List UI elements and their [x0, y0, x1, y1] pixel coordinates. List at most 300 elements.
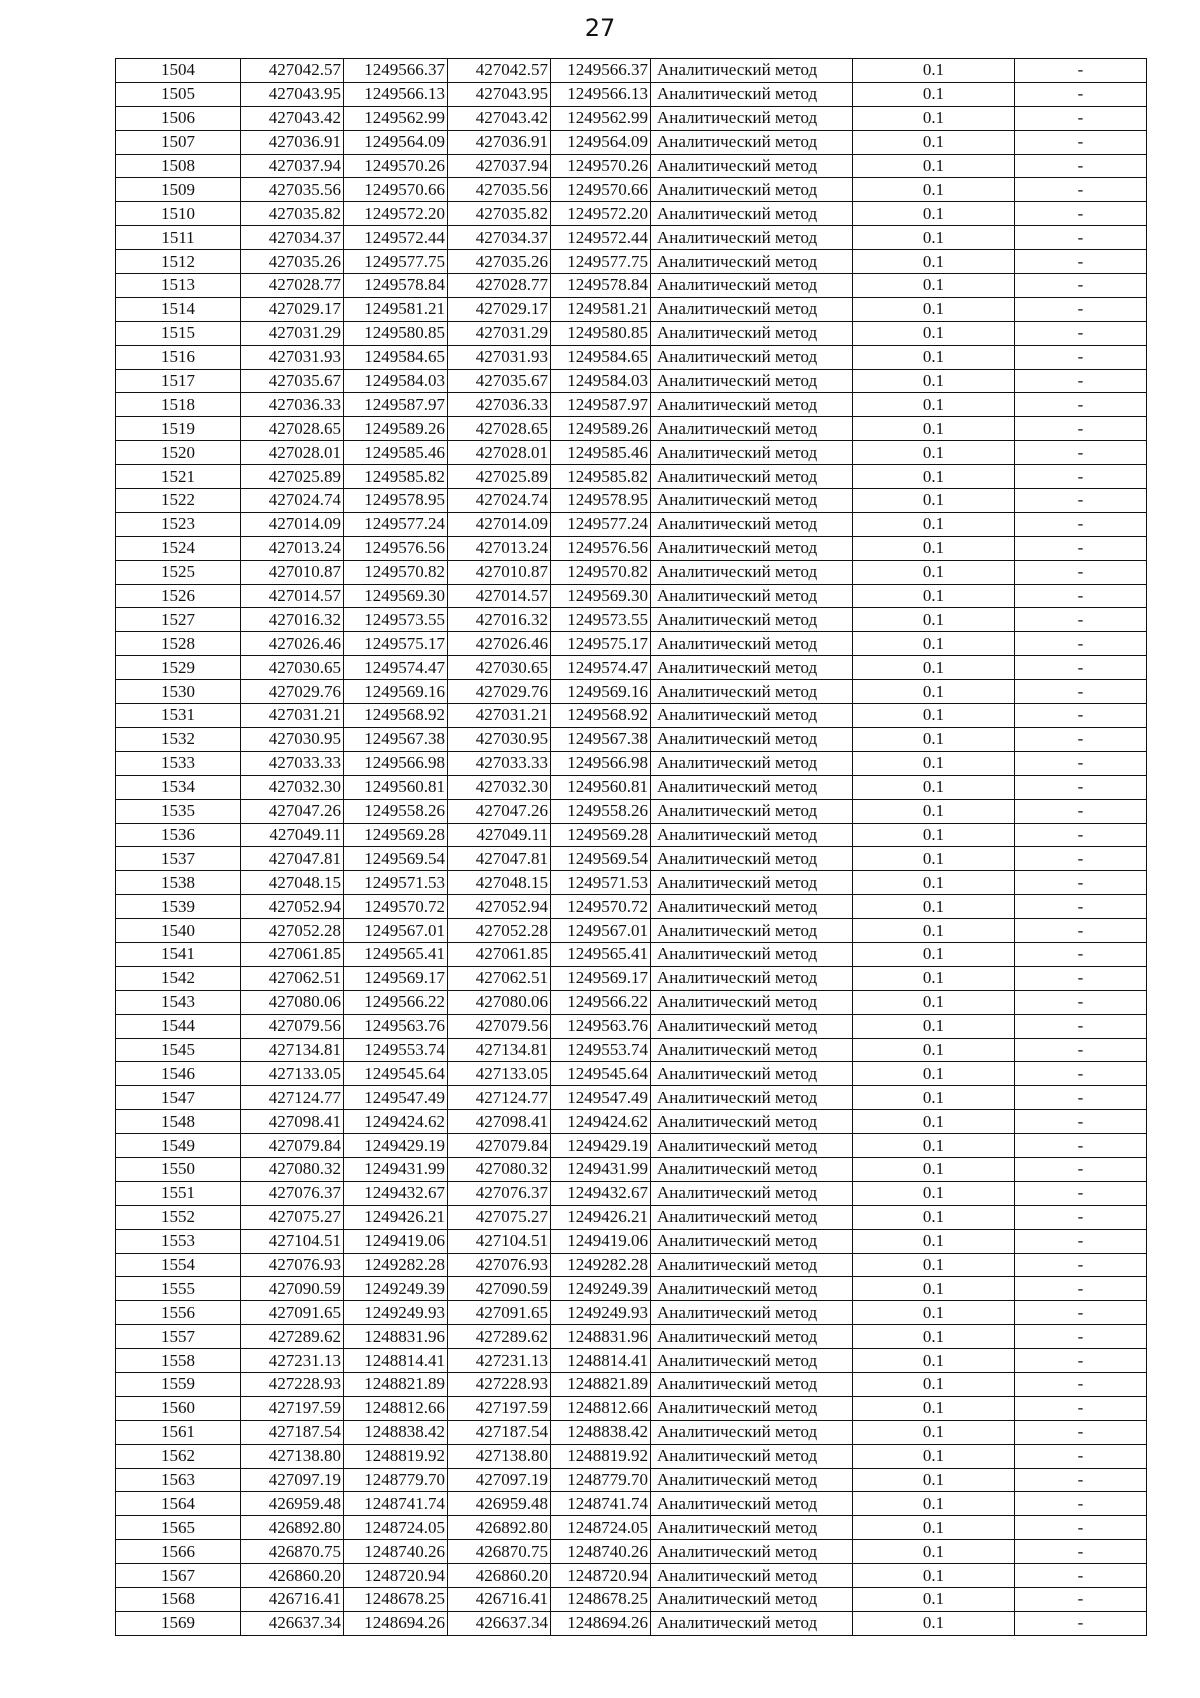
point-number-cell: 1549	[116, 1134, 241, 1158]
x-coordinate-cell: 427025.89	[241, 465, 344, 489]
y-coordinate-2-cell: 1249577.24	[551, 512, 651, 536]
x-coordinate-cell: 427061.85	[241, 942, 344, 966]
method-cell: Аналитический метод	[651, 250, 853, 274]
y-coordinate-cell: 1249249.39	[344, 1277, 448, 1301]
point-number-cell: 1505	[116, 82, 241, 106]
method-cell: Аналитический метод	[651, 1157, 853, 1181]
point-number-cell: 1545	[116, 1038, 241, 1062]
note-cell: -	[1015, 106, 1147, 130]
x-coordinate-cell: 427029.76	[241, 680, 344, 704]
accuracy-cell: 0.1	[853, 178, 1015, 202]
accuracy-cell: 0.1	[853, 512, 1015, 536]
table-row	[116, 130, 1147, 154]
note-cell: -	[1015, 59, 1147, 83]
note-cell: -	[1015, 154, 1147, 178]
table-row	[116, 966, 1147, 990]
table-row	[116, 799, 1147, 823]
x-coordinate-cell: 427036.33	[241, 393, 344, 417]
table-row	[116, 751, 1147, 775]
table-row	[116, 1014, 1147, 1038]
x-coordinate-cell: 426892.80	[241, 1516, 344, 1540]
y-coordinate-cell: 1249424.62	[344, 1110, 448, 1134]
x-coordinate-cell: 426870.75	[241, 1540, 344, 1564]
note-cell: -	[1015, 1540, 1147, 1564]
accuracy-cell: 0.1	[853, 369, 1015, 393]
accuracy-cell: 0.1	[853, 1420, 1015, 1444]
accuracy-cell: 0.1	[853, 154, 1015, 178]
y-coordinate-2-cell: 1249572.20	[551, 202, 651, 226]
point-number-cell: 1534	[116, 775, 241, 799]
point-number-cell: 1542	[116, 966, 241, 990]
note-cell: -	[1015, 847, 1147, 871]
y-coordinate-cell: 1249578.84	[344, 274, 448, 298]
x-coordinate-cell: 427030.65	[241, 656, 344, 680]
x-coordinate-2-cell: 426860.20	[448, 1564, 551, 1588]
y-coordinate-cell: 1249565.41	[344, 942, 448, 966]
note-cell: -	[1015, 1611, 1147, 1635]
x-coordinate-cell: 427036.91	[241, 130, 344, 154]
accuracy-cell: 0.1	[853, 1110, 1015, 1134]
method-cell: Аналитический метод	[651, 1205, 853, 1229]
table-row	[116, 536, 1147, 560]
y-coordinate-cell: 1249577.24	[344, 512, 448, 536]
x-coordinate-2-cell: 427036.33	[448, 393, 551, 417]
note-cell: -	[1015, 1277, 1147, 1301]
x-coordinate-2-cell: 427104.51	[448, 1229, 551, 1253]
accuracy-cell: 0.1	[853, 393, 1015, 417]
x-coordinate-2-cell: 427228.93	[448, 1372, 551, 1396]
y-coordinate-2-cell: 1249567.01	[551, 919, 651, 943]
x-coordinate-2-cell: 427098.41	[448, 1110, 551, 1134]
note-cell: -	[1015, 1157, 1147, 1181]
x-coordinate-cell: 427091.65	[241, 1301, 344, 1325]
note-cell: -	[1015, 966, 1147, 990]
accuracy-cell: 0.1	[853, 1086, 1015, 1110]
table-row	[116, 1253, 1147, 1277]
note-cell: -	[1015, 919, 1147, 943]
x-coordinate-cell: 426637.34	[241, 1611, 344, 1635]
point-number-cell: 1553	[116, 1229, 241, 1253]
point-number-cell: 1518	[116, 393, 241, 417]
y-coordinate-cell: 1249426.21	[344, 1205, 448, 1229]
note-cell: -	[1015, 417, 1147, 441]
table-row	[116, 1468, 1147, 1492]
table-row	[116, 1349, 1147, 1373]
x-coordinate-cell: 427016.32	[241, 608, 344, 632]
table-row	[116, 775, 1147, 799]
accuracy-cell: 0.1	[853, 1134, 1015, 1158]
y-coordinate-2-cell: 1249432.67	[551, 1181, 651, 1205]
note-cell: -	[1015, 775, 1147, 799]
point-number-cell: 1564	[116, 1492, 241, 1516]
method-cell: Аналитический метод	[651, 489, 853, 513]
point-number-cell: 1529	[116, 656, 241, 680]
table-row	[116, 465, 1147, 489]
x-coordinate-2-cell: 427076.37	[448, 1181, 551, 1205]
x-coordinate-2-cell: 427035.26	[448, 250, 551, 274]
table-row	[116, 154, 1147, 178]
accuracy-cell: 0.1	[853, 990, 1015, 1014]
method-cell: Аналитический метод	[651, 799, 853, 823]
table-row	[116, 393, 1147, 417]
method-cell: Аналитический метод	[651, 1516, 853, 1540]
method-cell: Аналитический метод	[651, 584, 853, 608]
x-coordinate-cell: 427098.41	[241, 1110, 344, 1134]
accuracy-cell: 0.1	[853, 106, 1015, 130]
point-number-cell: 1504	[116, 59, 241, 83]
point-number-cell: 1546	[116, 1062, 241, 1086]
point-number-cell: 1558	[116, 1349, 241, 1373]
y-coordinate-cell: 1249584.65	[344, 345, 448, 369]
table-row	[116, 680, 1147, 704]
method-cell: Аналитический метод	[651, 1540, 853, 1564]
point-number-cell: 1532	[116, 727, 241, 751]
point-number-cell: 1507	[116, 130, 241, 154]
point-number-cell: 1556	[116, 1301, 241, 1325]
table-row	[116, 250, 1147, 274]
x-coordinate-2-cell: 427075.27	[448, 1205, 551, 1229]
y-coordinate-2-cell: 1249563.76	[551, 1014, 651, 1038]
point-number-cell: 1524	[116, 536, 241, 560]
accuracy-cell: 0.1	[853, 584, 1015, 608]
x-coordinate-cell: 427031.93	[241, 345, 344, 369]
x-coordinate-cell: 427047.81	[241, 847, 344, 871]
y-coordinate-cell: 1249576.56	[344, 536, 448, 560]
accuracy-cell: 0.1	[853, 297, 1015, 321]
point-number-cell: 1506	[116, 106, 241, 130]
x-coordinate-cell: 427124.77	[241, 1086, 344, 1110]
accuracy-cell: 0.1	[853, 823, 1015, 847]
y-coordinate-2-cell: 1249564.09	[551, 130, 651, 154]
point-number-cell: 1526	[116, 584, 241, 608]
table-row	[116, 1086, 1147, 1110]
method-cell: Аналитический метод	[651, 1014, 853, 1038]
accuracy-cell: 0.1	[853, 130, 1015, 154]
y-coordinate-cell: 1249580.85	[344, 321, 448, 345]
note-cell: -	[1015, 1205, 1147, 1229]
table-row	[116, 1325, 1147, 1349]
table-row	[116, 297, 1147, 321]
method-cell: Аналитический метод	[651, 202, 853, 226]
note-cell: -	[1015, 345, 1147, 369]
accuracy-cell: 0.1	[853, 82, 1015, 106]
y-coordinate-cell: 1249577.75	[344, 250, 448, 274]
y-coordinate-cell: 1248812.66	[344, 1396, 448, 1420]
accuracy-cell: 0.1	[853, 226, 1015, 250]
table-row	[116, 990, 1147, 1014]
y-coordinate-cell: 1249570.66	[344, 178, 448, 202]
method-cell: Аналитический метод	[651, 393, 853, 417]
table-row	[116, 919, 1147, 943]
method-cell: Аналитический метод	[651, 82, 853, 106]
point-number-cell: 1538	[116, 871, 241, 895]
x-coordinate-2-cell: 427042.57	[448, 59, 551, 83]
table-row	[116, 1564, 1147, 1588]
x-coordinate-2-cell: 427052.94	[448, 895, 551, 919]
accuracy-cell: 0.1	[853, 1062, 1015, 1086]
point-number-cell: 1508	[116, 154, 241, 178]
x-coordinate-cell: 427047.26	[241, 799, 344, 823]
point-number-cell: 1537	[116, 847, 241, 871]
x-coordinate-2-cell: 427047.81	[448, 847, 551, 871]
x-coordinate-2-cell: 427043.95	[448, 82, 551, 106]
y-coordinate-2-cell: 1249581.21	[551, 297, 651, 321]
y-coordinate-cell: 1248838.42	[344, 1420, 448, 1444]
y-coordinate-2-cell: 1249565.41	[551, 942, 651, 966]
table-row	[116, 369, 1147, 393]
y-coordinate-cell: 1248814.41	[344, 1349, 448, 1373]
table-row	[116, 1181, 1147, 1205]
point-number-cell: 1562	[116, 1444, 241, 1468]
point-number-cell: 1509	[116, 178, 241, 202]
y-coordinate-2-cell: 1249577.75	[551, 250, 651, 274]
method-cell: Аналитический метод	[651, 1349, 853, 1373]
y-coordinate-2-cell: 1249569.16	[551, 680, 651, 704]
y-coordinate-2-cell: 1249574.47	[551, 656, 651, 680]
method-cell: Аналитический метод	[651, 1444, 853, 1468]
table-row	[116, 1372, 1147, 1396]
x-coordinate-2-cell: 426637.34	[448, 1611, 551, 1635]
method-cell: Аналитический метод	[651, 680, 853, 704]
x-coordinate-2-cell: 427024.74	[448, 489, 551, 513]
table-row	[116, 895, 1147, 919]
accuracy-cell: 0.1	[853, 942, 1015, 966]
y-coordinate-cell: 1249566.22	[344, 990, 448, 1014]
y-coordinate-2-cell: 1249580.85	[551, 321, 651, 345]
method-cell: Аналитический метод	[651, 560, 853, 584]
point-number-cell: 1523	[116, 512, 241, 536]
table-row	[116, 1492, 1147, 1516]
table-row	[116, 1062, 1147, 1086]
x-coordinate-cell: 427014.57	[241, 584, 344, 608]
x-coordinate-cell: 427075.27	[241, 1205, 344, 1229]
y-coordinate-2-cell: 1249569.17	[551, 966, 651, 990]
note-cell: -	[1015, 1325, 1147, 1349]
y-coordinate-cell: 1249574.47	[344, 656, 448, 680]
y-coordinate-2-cell: 1249424.62	[551, 1110, 651, 1134]
point-number-cell: 1555	[116, 1277, 241, 1301]
accuracy-cell: 0.1	[853, 751, 1015, 775]
x-coordinate-cell: 427043.42	[241, 106, 344, 130]
note-cell: -	[1015, 799, 1147, 823]
x-coordinate-cell: 427076.37	[241, 1181, 344, 1205]
accuracy-cell: 0.1	[853, 1157, 1015, 1181]
x-coordinate-cell: 427028.01	[241, 441, 344, 465]
y-coordinate-cell: 1249587.97	[344, 393, 448, 417]
y-coordinate-cell: 1249419.06	[344, 1229, 448, 1253]
accuracy-cell: 0.1	[853, 656, 1015, 680]
accuracy-cell: 0.1	[853, 1253, 1015, 1277]
y-coordinate-cell: 1248779.70	[344, 1468, 448, 1492]
method-cell: Аналитический метод	[651, 1038, 853, 1062]
x-coordinate-cell: 427289.62	[241, 1325, 344, 1349]
note-cell: -	[1015, 895, 1147, 919]
accuracy-cell: 0.1	[853, 727, 1015, 751]
x-coordinate-2-cell: 427034.37	[448, 226, 551, 250]
point-number-cell: 1541	[116, 942, 241, 966]
y-coordinate-2-cell: 1249560.81	[551, 775, 651, 799]
y-coordinate-2-cell: 1249553.74	[551, 1038, 651, 1062]
y-coordinate-2-cell: 1249589.26	[551, 417, 651, 441]
accuracy-cell: 0.1	[853, 1611, 1015, 1635]
x-coordinate-2-cell: 427133.05	[448, 1062, 551, 1086]
note-cell: -	[1015, 512, 1147, 536]
note-cell: -	[1015, 393, 1147, 417]
x-coordinate-2-cell: 426716.41	[448, 1588, 551, 1612]
table-row	[116, 656, 1147, 680]
method-cell: Аналитический метод	[651, 727, 853, 751]
x-coordinate-cell: 427048.15	[241, 871, 344, 895]
y-coordinate-2-cell: 1249578.84	[551, 274, 651, 298]
point-number-cell: 1517	[116, 369, 241, 393]
y-coordinate-cell: 1249581.21	[344, 297, 448, 321]
note-cell: -	[1015, 1396, 1147, 1420]
x-coordinate-cell: 427032.30	[241, 775, 344, 799]
x-coordinate-2-cell: 427134.81	[448, 1038, 551, 1062]
note-cell: -	[1015, 321, 1147, 345]
accuracy-cell: 0.1	[853, 1181, 1015, 1205]
y-coordinate-2-cell: 1248831.96	[551, 1325, 651, 1349]
accuracy-cell: 0.1	[853, 1349, 1015, 1373]
table-row	[116, 1038, 1147, 1062]
x-coordinate-cell: 427231.13	[241, 1349, 344, 1373]
note-cell: -	[1015, 1444, 1147, 1468]
y-coordinate-2-cell: 1249573.55	[551, 608, 651, 632]
method-cell: Аналитический метод	[651, 512, 853, 536]
x-coordinate-cell: 427028.65	[241, 417, 344, 441]
accuracy-cell: 0.1	[853, 1205, 1015, 1229]
x-coordinate-cell: 427052.94	[241, 895, 344, 919]
accuracy-cell: 0.1	[853, 1444, 1015, 1468]
point-number-cell: 1569	[116, 1611, 241, 1635]
y-coordinate-cell: 1248741.74	[344, 1492, 448, 1516]
x-coordinate-2-cell: 427014.09	[448, 512, 551, 536]
accuracy-cell: 0.1	[853, 966, 1015, 990]
table-row	[116, 512, 1147, 536]
table-row	[116, 871, 1147, 895]
y-coordinate-cell: 1249570.82	[344, 560, 448, 584]
accuracy-cell: 0.1	[853, 1516, 1015, 1540]
point-number-cell: 1511	[116, 226, 241, 250]
accuracy-cell: 0.1	[853, 1468, 1015, 1492]
point-number-cell: 1563	[116, 1468, 241, 1492]
y-coordinate-cell: 1249569.30	[344, 584, 448, 608]
x-coordinate-2-cell: 427124.77	[448, 1086, 551, 1110]
table-row	[116, 1134, 1147, 1158]
point-number-cell: 1515	[116, 321, 241, 345]
note-cell: -	[1015, 1253, 1147, 1277]
y-coordinate-cell: 1249572.20	[344, 202, 448, 226]
accuracy-cell: 0.1	[853, 1492, 1015, 1516]
y-coordinate-2-cell: 1249545.64	[551, 1062, 651, 1086]
method-cell: Аналитический метод	[651, 1492, 853, 1516]
x-coordinate-cell: 427133.05	[241, 1062, 344, 1086]
table-row	[116, 274, 1147, 298]
y-coordinate-cell: 1249585.46	[344, 441, 448, 465]
y-coordinate-2-cell: 1249570.26	[551, 154, 651, 178]
y-coordinate-cell: 1249562.99	[344, 106, 448, 130]
accuracy-cell: 0.1	[853, 1277, 1015, 1301]
y-coordinate-2-cell: 1248819.92	[551, 1444, 651, 1468]
y-coordinate-2-cell: 1249585.46	[551, 441, 651, 465]
x-coordinate-2-cell: 427014.57	[448, 584, 551, 608]
y-coordinate-2-cell: 1249249.39	[551, 1277, 651, 1301]
method-cell: Аналитический метод	[651, 1396, 853, 1420]
point-number-cell: 1531	[116, 704, 241, 728]
table-row	[116, 560, 1147, 584]
method-cell: Аналитический метод	[651, 226, 853, 250]
y-coordinate-cell: 1249563.76	[344, 1014, 448, 1038]
method-cell: Аналитический метод	[651, 871, 853, 895]
table-row	[116, 1110, 1147, 1134]
note-cell: -	[1015, 1062, 1147, 1086]
method-cell: Аналитический метод	[651, 919, 853, 943]
note-cell: -	[1015, 1134, 1147, 1158]
x-coordinate-cell: 427029.17	[241, 297, 344, 321]
x-coordinate-cell: 427079.84	[241, 1134, 344, 1158]
y-coordinate-cell: 1249589.26	[344, 417, 448, 441]
y-coordinate-cell: 1249429.19	[344, 1134, 448, 1158]
method-cell: Аналитический метод	[651, 990, 853, 1014]
x-coordinate-cell: 426959.48	[241, 1492, 344, 1516]
x-coordinate-2-cell: 427052.28	[448, 919, 551, 943]
point-number-cell: 1535	[116, 799, 241, 823]
table-row	[116, 82, 1147, 106]
x-coordinate-cell: 427042.57	[241, 59, 344, 83]
y-coordinate-cell: 1249573.55	[344, 608, 448, 632]
method-cell: Аналитический метод	[651, 1277, 853, 1301]
method-cell: Аналитический метод	[651, 704, 853, 728]
y-coordinate-2-cell: 1248741.74	[551, 1492, 651, 1516]
x-coordinate-2-cell: 427031.93	[448, 345, 551, 369]
x-coordinate-2-cell: 427231.13	[448, 1349, 551, 1373]
method-cell: Аналитический метод	[651, 297, 853, 321]
x-coordinate-2-cell: 427097.19	[448, 1468, 551, 1492]
y-coordinate-2-cell: 1249576.56	[551, 536, 651, 560]
accuracy-cell: 0.1	[853, 250, 1015, 274]
y-coordinate-2-cell: 1248694.26	[551, 1611, 651, 1635]
point-number-cell: 1530	[116, 680, 241, 704]
y-coordinate-cell: 1249585.82	[344, 465, 448, 489]
x-coordinate-cell: 427134.81	[241, 1038, 344, 1062]
y-coordinate-cell: 1248821.89	[344, 1372, 448, 1396]
note-cell: -	[1015, 274, 1147, 298]
x-coordinate-2-cell: 427197.59	[448, 1396, 551, 1420]
y-coordinate-2-cell: 1249249.93	[551, 1301, 651, 1325]
y-coordinate-cell: 1249567.01	[344, 919, 448, 943]
note-cell: -	[1015, 584, 1147, 608]
note-cell: -	[1015, 369, 1147, 393]
x-coordinate-2-cell: 427080.06	[448, 990, 551, 1014]
x-coordinate-cell: 427026.46	[241, 632, 344, 656]
method-cell: Аналитический метод	[651, 1229, 853, 1253]
y-coordinate-2-cell: 1249558.26	[551, 799, 651, 823]
y-coordinate-2-cell: 1249566.98	[551, 751, 651, 775]
point-number-cell: 1521	[116, 465, 241, 489]
y-coordinate-2-cell: 1249419.06	[551, 1229, 651, 1253]
y-coordinate-2-cell: 1249431.99	[551, 1157, 651, 1181]
note-cell: -	[1015, 751, 1147, 775]
y-coordinate-2-cell: 1248838.42	[551, 1420, 651, 1444]
table-row	[116, 489, 1147, 513]
point-number-cell: 1536	[116, 823, 241, 847]
y-coordinate-cell: 1249571.53	[344, 871, 448, 895]
method-cell: Аналитический метод	[651, 1611, 853, 1635]
method-cell: Аналитический метод	[651, 751, 853, 775]
y-coordinate-2-cell: 1249584.65	[551, 345, 651, 369]
point-number-cell: 1559	[116, 1372, 241, 1396]
note-cell: -	[1015, 1014, 1147, 1038]
